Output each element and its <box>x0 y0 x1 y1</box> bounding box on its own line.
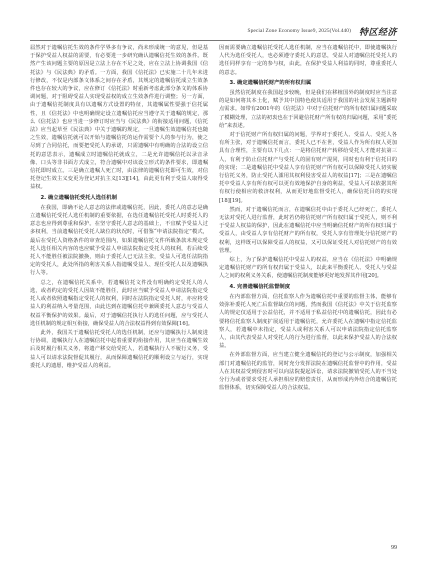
page-number: 99 <box>391 545 397 551</box>
journal-logo: 特区经济 <box>358 27 397 38</box>
header-rule <box>30 40 397 41</box>
paragraph: 在我国，即确不论人意志的法律或遗嘱信托，因此，委托人的意志是确立遗嘱信托受托人选任机制的重要依据，在选任遗嘱信托受托人时委托人的意志也应得到尊重和保护。在坚守委托人意志的基础上，不宜赋予受益人过多权利，当前遗嘱信托受托人缺位的状况时，可借鉴“申请法院指定”模式，最后在受托人资格条件的审查范围内，如果遗嘱信托文件所载条款未规定受托人选任相关内容的也应赋予受益人申请法院指定受托人的权利，若后续受托人不能胜任被法院撤换，则由于委托人已无法主张，受益人可选任法院指定的受托人，此处所指的利害关系人指遗嘱受益人、现任受托人以及遗嘱执行人等。 <box>30 204 208 277</box>
article-body <box>30 44 397 534</box>
paragraph: 在内部监督方面，信托监察人作为遗嘱信托中重要的监督主体，能够有效弥补委托人死亡后监督缺位的问题，然而我国《信托法》中关于信托监察人的规定仅适用于公益信托，并不适用于私益信托中的遗嘱信托，因此有必要将信托监察人制度扩展适用于遗嘱信托，允许委托人在遗嘱中指定信托监察人，若遗嘱中未指定，受益人或利害关系人可以申请法院指定信托监察人，由其代表受益人对受托人的行为进行监督，以此来保护受益人的合法权益。 <box>219 293 397 350</box>
section-heading: 4. 完善遗嘱信托监督制度 <box>229 283 291 290</box>
paragraph: 因而需要确立遗嘱信托受托人选任机制，应当在遗嘱信托中，即使遗嘱执行人代为选任受托人，也必须遵守委托人的意思，受益人对遗嘱信托受托人的选任同样享有一定的参与权，由此，在保护受益人利益的同时，尊重委托人的意志。 <box>219 45 397 76</box>
paragraph: 综上，为了保护遗嘱信托中受益人的权益，应当在《信托法》中明确规定遗嘱信托财产的所有权归属于受益人，以此来平衡委托人、受托人与受益人之间的权利义务关系，使遗嘱信托制度能够更好地发挥其作用[20]。 <box>219 257 397 280</box>
paragraph: 然而，对于遗嘱信托而言，在遗嘱信托中由于委托人已经死亡，委托人无法对受托人进行监督，此时若仍将信托财产所有权归属于受托人，则不利于受益人权益的保护，因此在遗嘱信托中应当明确信托财产的所有权归属于受益人，由受益人享有信托财产的所有权，受托人享有管理处分信托财产的权利，这样既可以保障受益人的权益，又可以保证受托人对信托财产的有效管理。 <box>219 206 397 254</box>
section-heading: 2. 确立遗嘱信托受托人选任机制 <box>40 194 117 201</box>
section-heading: 3. 确定遗嘱信托财产的所有权归属 <box>229 79 312 86</box>
paragraph: 届然对于遗嘱信托生效的条件学界多有争议，尚未形成统一的意见，但是基于保护受益人权益的需要，有必要进一步研究确认遗嘱信托生效的条件。既然产生该问题主要的原因是立法上存在不足之处，应在立法上协调我国《信托法》与《民法典》的矛盾。一方面，我国《信托法》已实施二十几年未进行修改，不仅是内部条文体系之间存在矛盾，其规定的遗嘱信托成立生效条件也存在较大的争议，应在修订《信托法》时重新考虑此部分条文的体系协调问题，对于阻碍受益人实现受益权的成立生效条件进行调整；另一方面，由于遗嘱信托制度具有以遗嘱方式设置的特征，其遗嘱属性要强于信托属性，且《信托法》中也明确规定设立遗嘱信托应当遵守关于遗嘱的规定，那么《信托法》也应当进一步修订时应当与《民法典》的衔接适用问题，《信托法》应当起草至《民法典》中关于遗嘱的规定，一旦遗嘱生效遗嘱信托也随之生效，遗嘱信托就可以开始与遗嘱信托的运作需要个人的参与行为，使之尽到了合同信托，而要把受托人的承诺，只需遗嘱中有明确的合法的设立信托的意思表示，遗嘱成立时遗嘱信托就成立，二是允许遗嘱信托以录音录像、口头等非书面方式成立，符合遗嘱中对该设立形式的条件要求，即遗嘱信托即时成立。三是确立遗嘱人死亡时，由法律的遗嘱信托即可生效，对信托登记生效主义变更为登记对抗主义[13][14]，由此更有利于受益人取得受益权。 <box>30 45 208 191</box>
paragraph: 对于信托财产所有权归属的问题，学界对于委托人、受益人、受托人各有所主张，对于遗嘱信托而言，委托人已不在世，受益人作为所有权人更加具有合理性，主要有以下几点：一是将信托财产转移给受托人才能对抗第三人，有利于防止信托财产与受托人的固有财产混同，同时也有利于信托目的的实现；二是遗嘱信托中受益人享有信托财产所有权可以保障受托人切实履行信托义务，防止受托人滥用其权利侵害受益人的权益[17]；三是在遗嘱信托中受益人享有所有权可以更有效地保护自身的利益，受益人可以依据其所有权行使相应的救济权利，从而更好地监督受托人，确保信托目的的实现[18][19]。 <box>219 132 397 204</box>
paragraph: 总之，在遗嘱信托关系中，若遗嘱信托文件没有明确约定受托人的人选，或者约定的受托人因故不能胜任，此时应当赋予受益人申请法院指定受托人或者依照遗嘱指定受托人的权利，同时在法院指定受托人时，亦应将受益人的利益纳入考量范围，由此达到在遗嘱信托中兼顾委托人意志与受益人权益平衡保护的效果。最后，对于遗嘱信托执行人的选任问题，应与受托人选任机制的规定相互衔接，确保受益人的合法权益得到有效保障[16]。 <box>30 279 208 327</box>
left-column <box>30 44 208 534</box>
paragraph: 虽然信托制度在我国起步较晚，但是我们在移植国外的制度时应当注意的是如何将其本土化，赋予其中国特色使其适用于我国的社会发展主题新特点需求。如带有2001年的《信托法》中对于信托财产的所有权归属问题采取了模糊处理，立法的初衷也在于回避信托财产所有权的归属问题，采用“委托给”来表述。 <box>219 90 397 129</box>
paragraph: 在外部监督方面，应当建立健全遗嘱信托的登记与公示制度，加强相关部门对遗嘱信托的监管，同时充分发挥法院在遗嘱信托监督中的作用，受益人在其权益受到侵害时可以向法院提起诉讼，请求法院撤销受托人的不当处分行为或者要求受托人承担相应的赔偿责任，从而形成内外结合的遗嘱信托监督体系，切实保障受益人的合法权益。 <box>219 352 397 392</box>
journal-issue-label: Special Zone Economy Issue9, 2025(Vol.440) <box>247 28 351 34</box>
paragraph: 此外，我国关于遗嘱信托受托人的选任机制，还应与遗嘱执行人制度进行协调，遗嘱执行人在遗嘱信托中起着重要的衔接作用，其应当在遗嘱生效后及时履行相关义务，将遗产移交给受托人，若遗嘱执行人不履行义务，受益人可以请求法院督促其履行，从而保障遗嘱信托的顺利设立与运行，实现委托人的遗愿，维护受益人的利益。 <box>30 329 208 369</box>
page-header <box>30 24 397 38</box>
right-column <box>219 44 397 534</box>
